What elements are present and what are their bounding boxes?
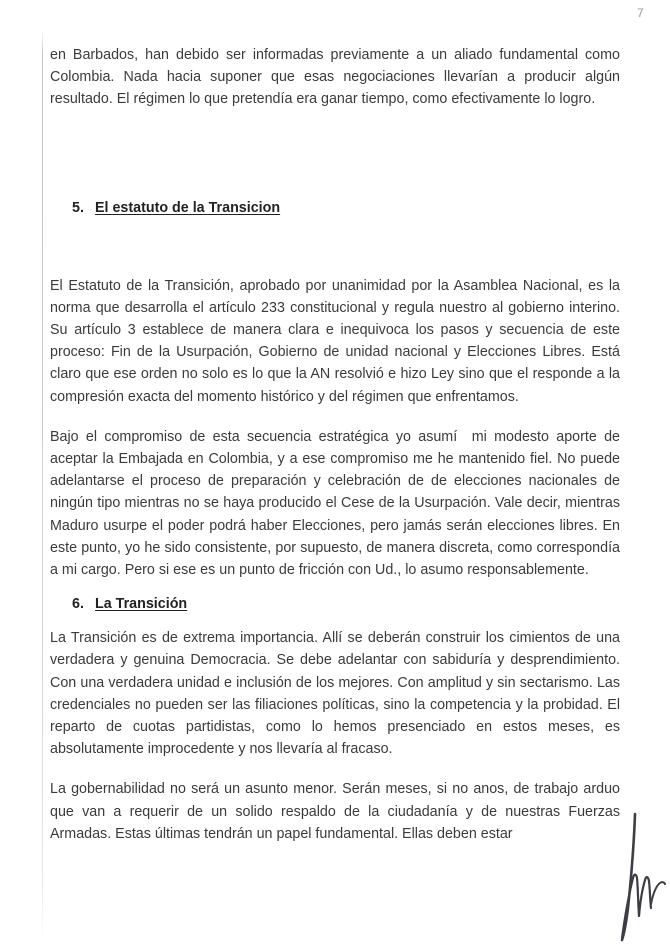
spacer xyxy=(50,615,620,627)
handwritten-signature-mark xyxy=(613,812,669,942)
section-heading-5 xyxy=(50,197,620,219)
section-number: 6. xyxy=(72,596,84,613)
page-number: 7 xyxy=(637,6,644,20)
section-title: El estatuto de la Transicion xyxy=(95,199,281,216)
paragraph-gobernabilidad: La gobernabilidad no será un asunto menor. Serán meses, si no anos, de trabajo arduo que van a requerir de un solido respaldo de la ciudadanía y de nuestras Fuerzas Armadas. Estas últimas tendrán un papel fundamental. Ellas deben estar xyxy=(50,781,624,842)
paragraph-continuation: en Barbados, han debido ser informadas previamente a un aliado fundamental como Colombia. Nada hacia suponer que esas negociaciones llevarían a producir algún resultado. El régimen lo que pretendía era ganar tiempo, como efectivamente lo logro. xyxy=(50,47,624,108)
spacer xyxy=(50,760,620,778)
section-title: La Transición xyxy=(95,596,188,613)
spacer xyxy=(50,408,620,426)
paragraph-estatuto: El Estatuto de la Transición, aprobado por unanimidad por la Asamblea Nacional, es la norma que desarrolla el artículo 233 constitucional y regula nuestro al gobierno interino. Su artículo 3 establece de manera clara e inequivoca los pasos y secuencia de este proceso: Fin de la Usurpación, Gobierno de unidad nacional y Elecciones Libres. Está claro que ese orden no solo es lo que la AN resolvió e hizo Ley sino que el responde a la compresión exacta del momento histórico y del régimen que enfrentamos. xyxy=(50,277,624,405)
document-body xyxy=(50,44,624,845)
spacer xyxy=(50,581,620,593)
section-heading-6 xyxy=(50,593,620,615)
section-number: 5. xyxy=(72,199,84,216)
paragraph-transicion: La Transición es de extrema importancia. Allí se deberán construir los cimientos de una verdadera y genuina Democracia. Se debe adelantar con sabiduría y desprendimiento. Con una verdadera unidad e inclusión de los mejores. Con amplitud y sin sectarismo. Las credenciales no pueden ser las filiaciones políticas, sino la competencia y la probidad. El reparto de cuotas partidistas, como lo hemos presenciado en estos meses, es absolutamente improcedente y nos llevaría al fracaso. xyxy=(50,630,624,758)
paragraph-compromiso: Bajo el compromiso de esta secuencia estratégica yo asumí mi modesto aporte de aceptar la Embajada en Colombia, y a ese compromiso me he mantenido fiel. No puede adelantarse el proceso de preparación y celebración de de elecciones nacionales de ningún tipo mientras no se haya producido el Cese de la Usurpación. Vale decir, mientras Maduro usurpe el poder podrá haber Elecciones, pero jamás serán elecciones libres. En este punto, yo he sido consistente, por supuesto, de manera discreta, como correspondía a mi cargo. Pero si ese es un punto de fricción con Ud., lo asumo responsablemente. xyxy=(50,428,624,579)
spacer xyxy=(50,219,620,275)
scan-edge-line xyxy=(42,28,43,943)
spacer xyxy=(50,111,620,197)
